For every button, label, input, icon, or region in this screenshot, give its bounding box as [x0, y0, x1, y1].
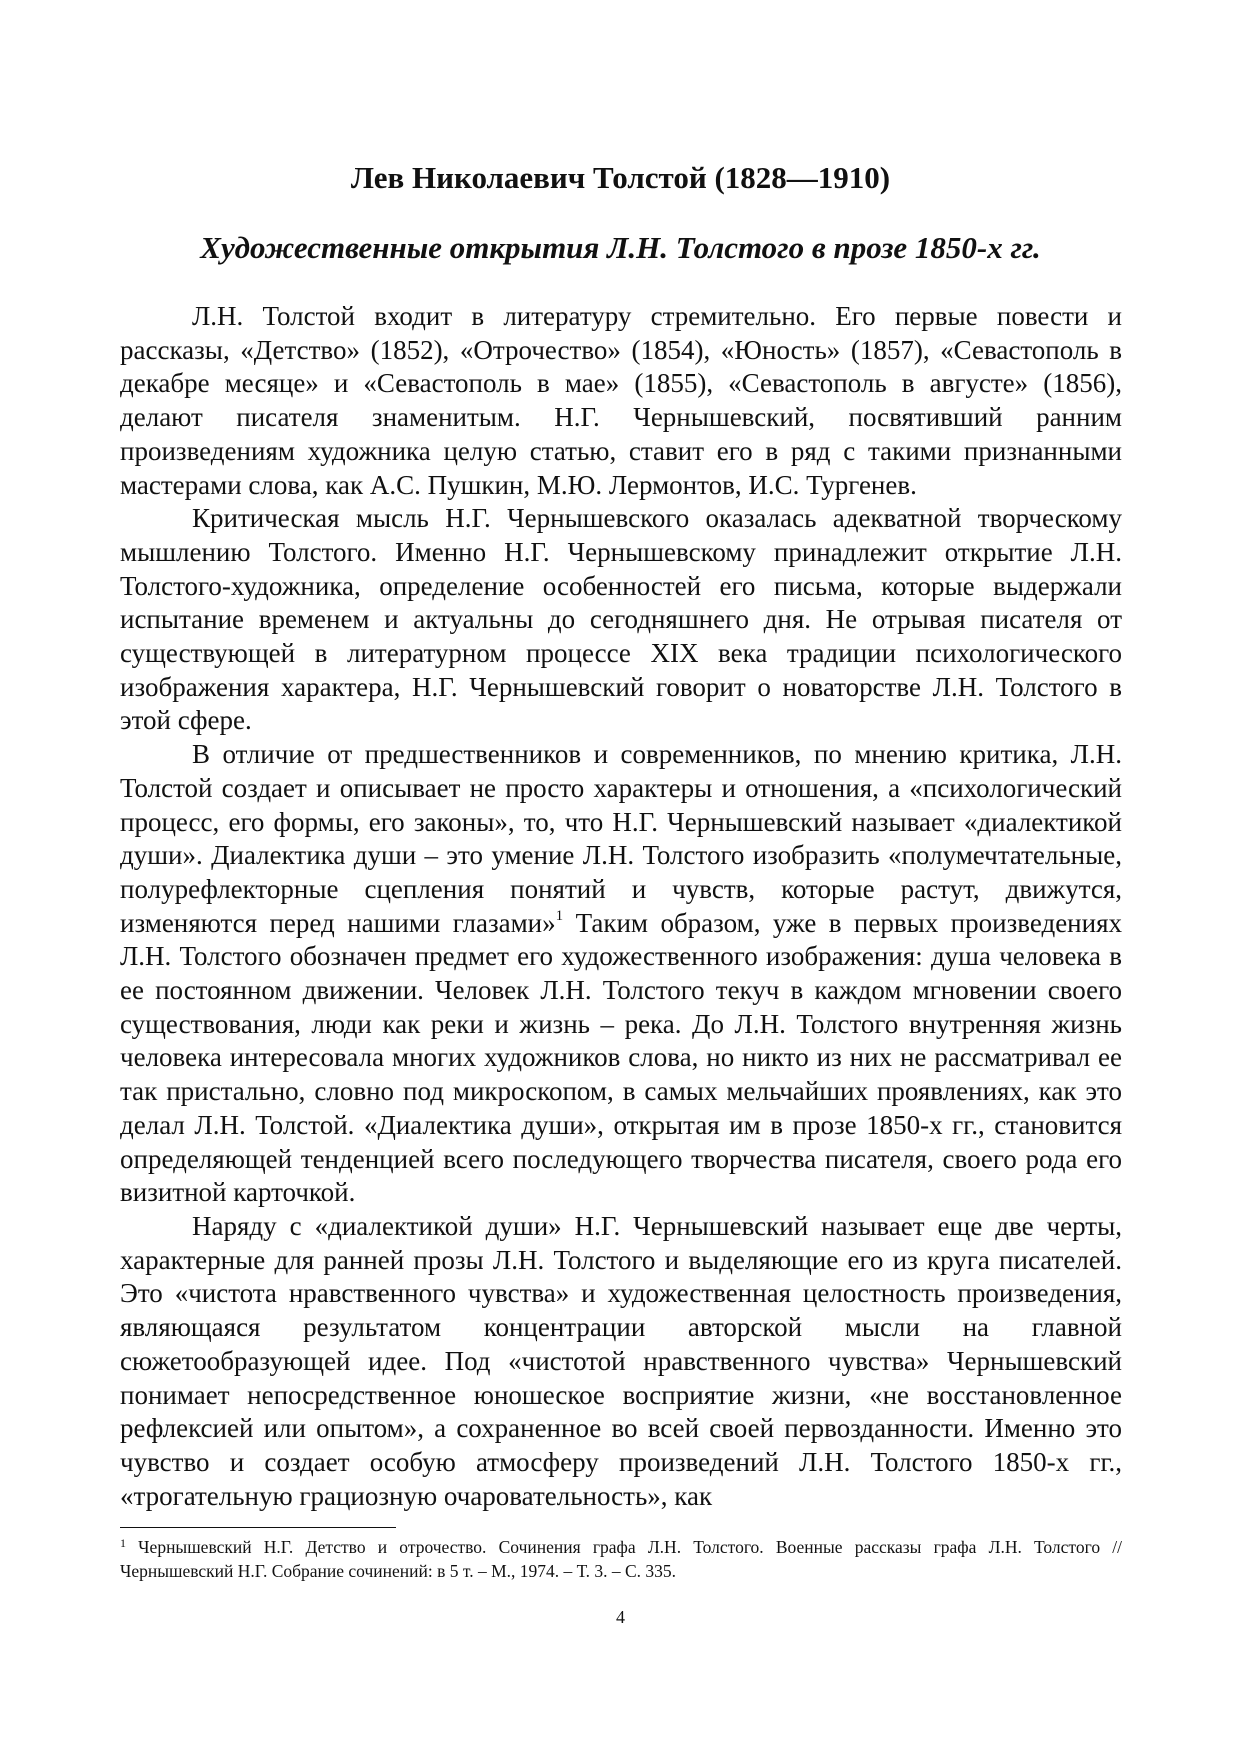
footnote-reference[interactable]: 1	[555, 907, 564, 924]
body-text	[120, 300, 1122, 1513]
paragraph-3-text-before-note: В отличие от предшественников и современников, по мнению критика, Л.Н. Толстой создает и описывает не просто характеры и отношения, а «психологический процесс, его формы, его законы», то, что Н.Г. Чернышевский называет «диалектикой души». Диалектика души – это умение Л.Н. Толстого изобразить «полумечтательные, полурефлекторные сцепления понятий и чувств, которые растут, движутся, изменяются перед нашими глазами»	[120, 739, 1122, 938]
page-number: 4	[616, 1607, 625, 1627]
paragraph-3-text-after-note: Таким образом, уже в первых произведениях Л.Н. Толстого обозначен предмет его художественного изображения: душа человека в ее постоянном движении. Человек Л.Н. Толстого текуч в каждом мгновении своего существования, люди как реки и жизнь – река. До Л.Н. Толстого внутренняя жизнь человека интересовала многих художников слова, но никто из них не рассматривал ее так пристально, словно под микроскопом, в самых мельчайших проявлениях, как это делал Л.Н. Толстой. «Диалектика души», открытая им в прозе 1850-х гг., становится определяющей тенденцией всего последующего творчества писателя, своего рода его визитной карточкой.	[120, 907, 1122, 1208]
footnote-marker: 1	[120, 1536, 126, 1550]
paragraph-1: Л.Н. Толстой входит в литературу стремительно. Его первые повести и рассказы, «Детство» (1852), «Отрочество» (1854), «Юность» (1857), «Севастополь в декабре месяце» и «Севастополь в мае» (1855), «Севастополь в августе» (1856), делают писателя знаменитым. Н.Г. Чернышевский, посвятивший ранним произведениям художника целую статью, ставит его в ряд с такими признанными мастерами слова, как А.С. Пушкин, М.Ю. Лермонтов, И.С. Тургенев.	[120, 301, 1122, 500]
footnote	[120, 1535, 1122, 1583]
page-title: Лев Николаевич Толстой (1828—1910)	[350, 160, 891, 195]
section-subtitle: Художественные открытия Л.Н. Толстого в прозе 1850-х гг.	[200, 230, 1041, 265]
paragraph-4: Наряду с «диалектикой души» Н.Г. Чернышевский называет еще две черты, характерные для ранней прозы Л.Н. Толстого и выделяющие его из круга писателей. Это «чистота нравственного чувства» и художественная целостность произведения, являющаяся результатом концентрации авторской мысли на главной сюжетообразующей идее. Под «чистотой нравственного чувства» Чернышевский понимает непосредственное юношеское восприятие жизни, «не восстановленное рефлексией или опытом», а сохраненное во всей своей первозданности. Именно это чувство и создает особую атмосферу произведений Л.Н. Толстого 1850-х гг., «трогательную грациозную очаровательность», как	[120, 1210, 1122, 1511]
footnote-separator	[120, 1527, 396, 1528]
paragraph-2: Критическая мысль Н.Г. Чернышевского оказалась адекватной творческому мышлению Толстого. Именно Н.Г. Чернышевскому принадлежит открытие Л.Н. Толстого-художника, определение особенностей его письма, которые выдержали испытание временем и актуальны до сегодняшнего дня. Не отрывая писателя от существующей в литературном процессе XIX века традиции психологического изображения характера, Н.Г. Чернышевский говорит о новаторстве Л.Н. Толстого в этой сфере.	[120, 503, 1122, 736]
footnote-text: Чернышевский Н.Г. Детство и отрочество. Сочинения графа Л.Н. Толстого. Военные рассказы графа Л.Н. Толстого // Чернышевский Н.Г. Собрание сочинений: в 5 т. – М., 1974. – Т. 3. – С. 335.	[120, 1537, 1122, 1581]
paragraph-3	[120, 738, 1122, 1210]
